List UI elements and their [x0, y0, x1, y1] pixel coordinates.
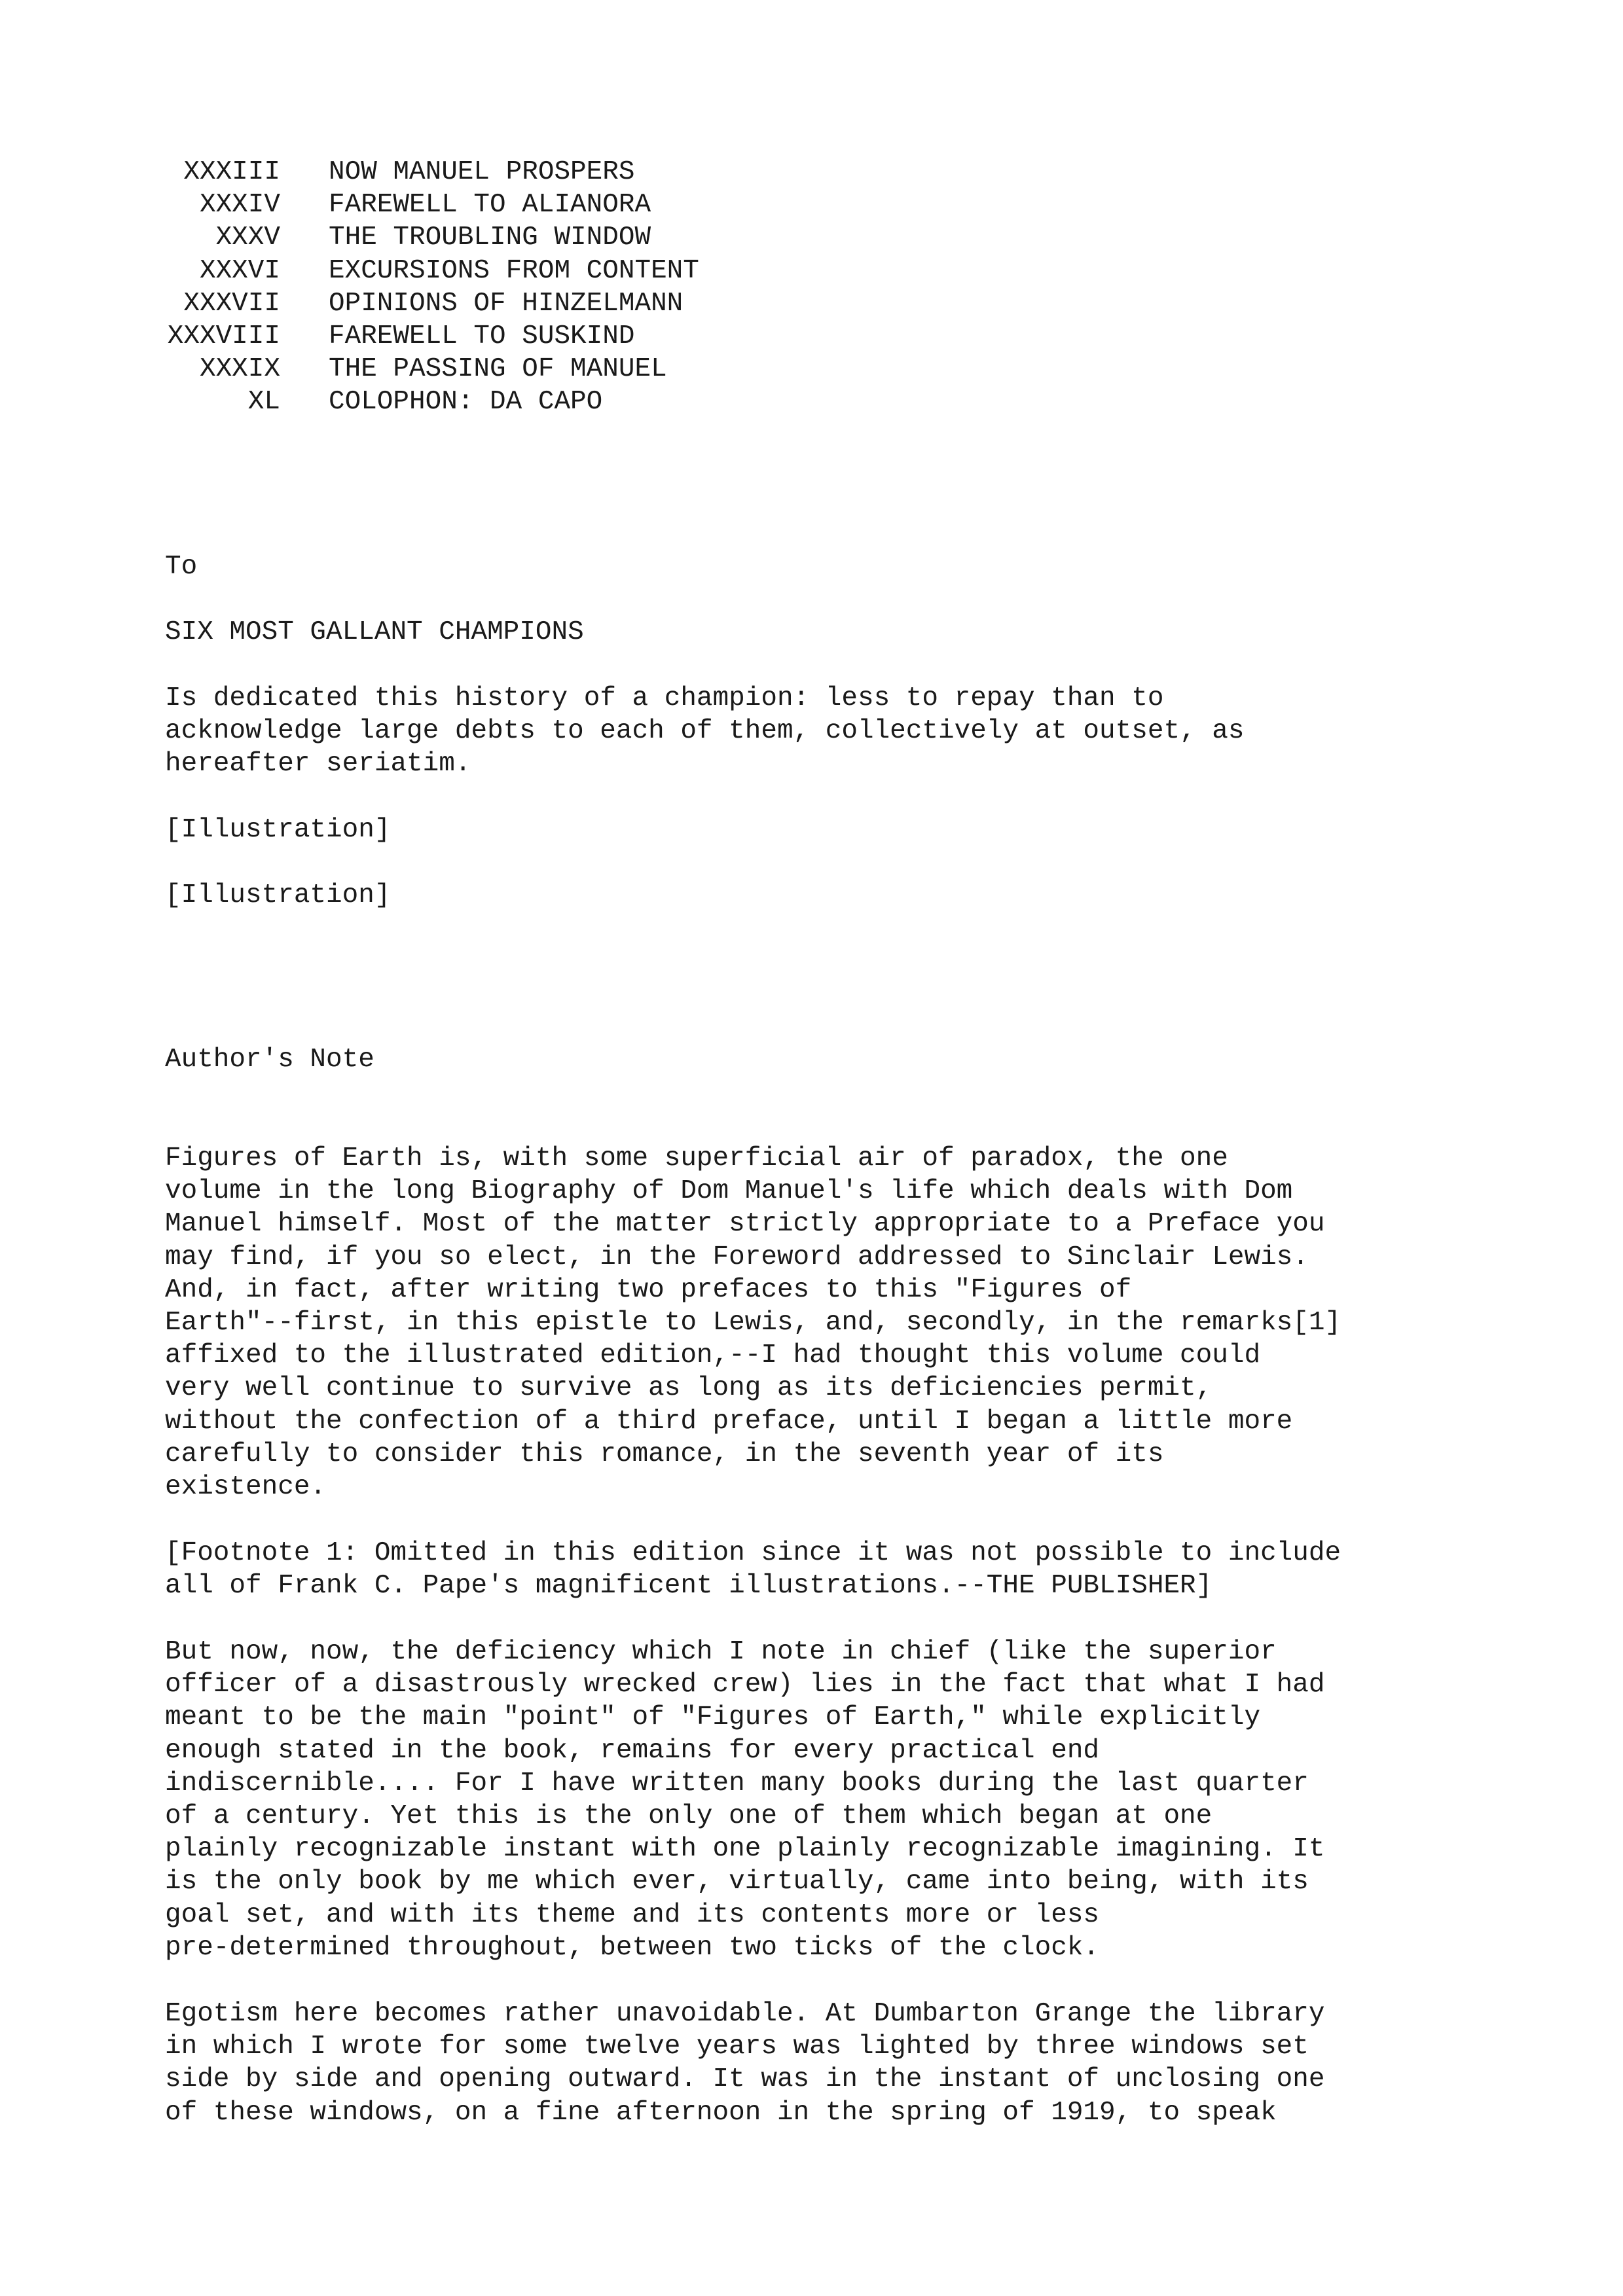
toc-numeral: XXXVI — [199, 255, 280, 286]
body-paragraph: Figures of Earth is, with some superficial air of paradox, the one volume in the long Biography of Dom Manuel's life which deals with Dom Manuel himself. Most of the matter strictly appropriate to a Preface you may find, if you so elect, in the Foreword addressed to Sinclair Lewis. And, in fact, after writing two prefaces to this "Figures of Earth"--first, in this epistle to Lewis, and, secondly, in the remarks[1] affixed to the illustrated edition,--I had thought this volume could very well continue to survive as long as its deficiencies permit, without the confection of a third preface, until I began a little more carefully to consider this romance, in the seventh year of its existence. — [165, 1143, 1341, 1503]
toc-numeral: XXXVIII — [167, 321, 280, 351]
toc-numeral: XL — [247, 387, 280, 418]
body-paragraph: But now, now, the deficiency which I note in chief (like the superior officer of a disastrously wrecked crew) lies in the fact that what I had meant to be the main "point" of "Figures of Earth," while explicitly enough stated in the book, remains for every practical end indiscernible.... For I have written many books during the last quarter of a century. Yet this is the only one of them which began at one plainly recognizable instant with one plainly recognizable imagining. It is the only book by me which ever, virtually, came into being, with its goal set, and with its theme and its contents more or less pre-determined throughout, between two ticks of the clock. — [165, 1637, 1325, 1963]
illustration-placeholder: [Illustration] — [165, 880, 391, 910]
toc-title: OPINIONS OF HINZELMANN — [329, 288, 684, 319]
toc-title: NOW MANUEL PROSPERS — [329, 157, 635, 187]
toc-entry — [165, 221, 699, 254]
toc-title: FAREWELL TO ALIANORA — [329, 190, 651, 221]
toc-entry — [165, 287, 699, 320]
toc-numeral: XXXIX — [199, 354, 280, 385]
toc-title: COLOPHON: DA CAPO — [329, 387, 603, 418]
toc-entry — [165, 320, 699, 353]
toc-title: EXCURSIONS FROM CONTENT — [329, 255, 699, 286]
section-heading: Author's Note — [165, 1045, 374, 1075]
toc-title: FAREWELL TO SUSKIND — [329, 321, 635, 351]
toc-numeral: XXXVII — [183, 288, 280, 319]
toc-entry — [165, 255, 699, 287]
body-paragraph: Egotism here becomes rather unavoidable. At Dumbarton Grange the library in which I wrote for some twelve years was lighted by three windows set side by side and opening outward. It was in the instant of unclosing one of these windows, on a fine afternoon in the spring of 1919, to speak — [165, 1999, 1325, 2128]
toc-numeral: XXXIV — [199, 190, 280, 221]
toc-entry — [165, 353, 699, 386]
dedication-recipients: SIX MOST GALLANT CHAMPIONS — [165, 617, 584, 647]
toc-title: THE TROUBLING WINDOW — [329, 223, 651, 253]
toc-entry — [165, 386, 699, 418]
toc-numeral: XXXIII — [183, 157, 280, 187]
toc-entry — [165, 188, 699, 221]
footnote: [Footnote 1: Omitted in this edition since it was not possible to include all of Frank C. Pape's magnificent illustrations.--THE PUBLISHER] — [165, 1538, 1341, 1602]
illustration-placeholder: [Illustration] — [165, 815, 391, 845]
toc-entry — [165, 156, 699, 188]
dedication-text: Is dedicated this history of a champion: less to repay than to acknowledge large debts to each of them, collectively at outset, as hereafter seriatim. — [165, 683, 1245, 780]
dedication-to: To — [165, 552, 198, 582]
toc-numeral: XXXV — [215, 223, 280, 253]
table-of-contents — [165, 156, 699, 419]
toc-title: THE PASSING OF MANUEL — [329, 354, 667, 385]
